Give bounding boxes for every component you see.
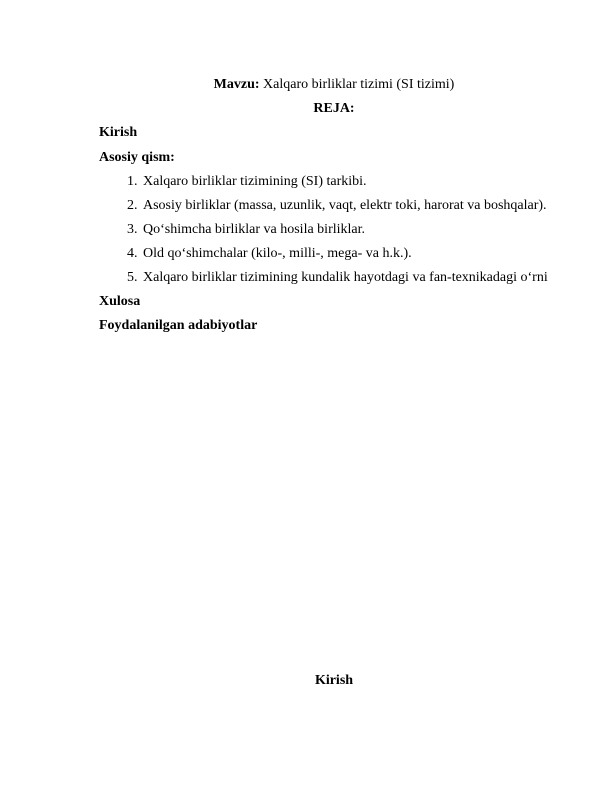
plan-list xyxy=(127,170,548,290)
plan-item xyxy=(127,170,548,194)
intro-heading: Kirish xyxy=(314,673,354,688)
plan-item-number: 3. xyxy=(127,222,138,237)
topic-title xyxy=(0,73,612,97)
plan-item-number: 2. xyxy=(127,198,138,213)
plan-item-text: Asosiy birliklar (massa, uzunlik, vaqt, elektr toki, harorat va boshqalar). xyxy=(143,198,547,213)
plan-item-text: Old qo‘shimchalar (kilo-, milli-, mega- va h.k.). xyxy=(143,246,412,261)
plan-item xyxy=(127,218,548,242)
plan-item-number: 5. xyxy=(127,270,138,285)
topic-text: Xalqaro birliklar tizimi (SI tizimi) xyxy=(259,77,455,92)
plan-item xyxy=(127,266,548,290)
plan-item-text: Xalqaro birliklar tizimining kundalik hayotdagi va fan-texnikadagi o‘rni xyxy=(143,270,548,285)
plan-heading: REJA: xyxy=(313,101,355,116)
section-intro: Kirish xyxy=(99,125,138,140)
plan-item xyxy=(127,242,548,266)
topic-label: Mavzu: xyxy=(213,77,260,92)
plan-item-number: 4. xyxy=(127,246,138,261)
plan-item-text: Xalqaro birliklar tizimining (SI) tarkibi. xyxy=(143,174,367,189)
section-main-part: Asosiy qism: xyxy=(99,150,175,165)
plan-item-text: Qo‘shimcha birliklar va hosila birliklar. xyxy=(143,222,366,237)
section-references: Foydalanilgan adabiyotlar xyxy=(99,318,258,333)
plan-item-number: 1. xyxy=(127,174,138,189)
section-conclusion: Xulosa xyxy=(99,294,141,309)
plan-item xyxy=(127,194,548,218)
